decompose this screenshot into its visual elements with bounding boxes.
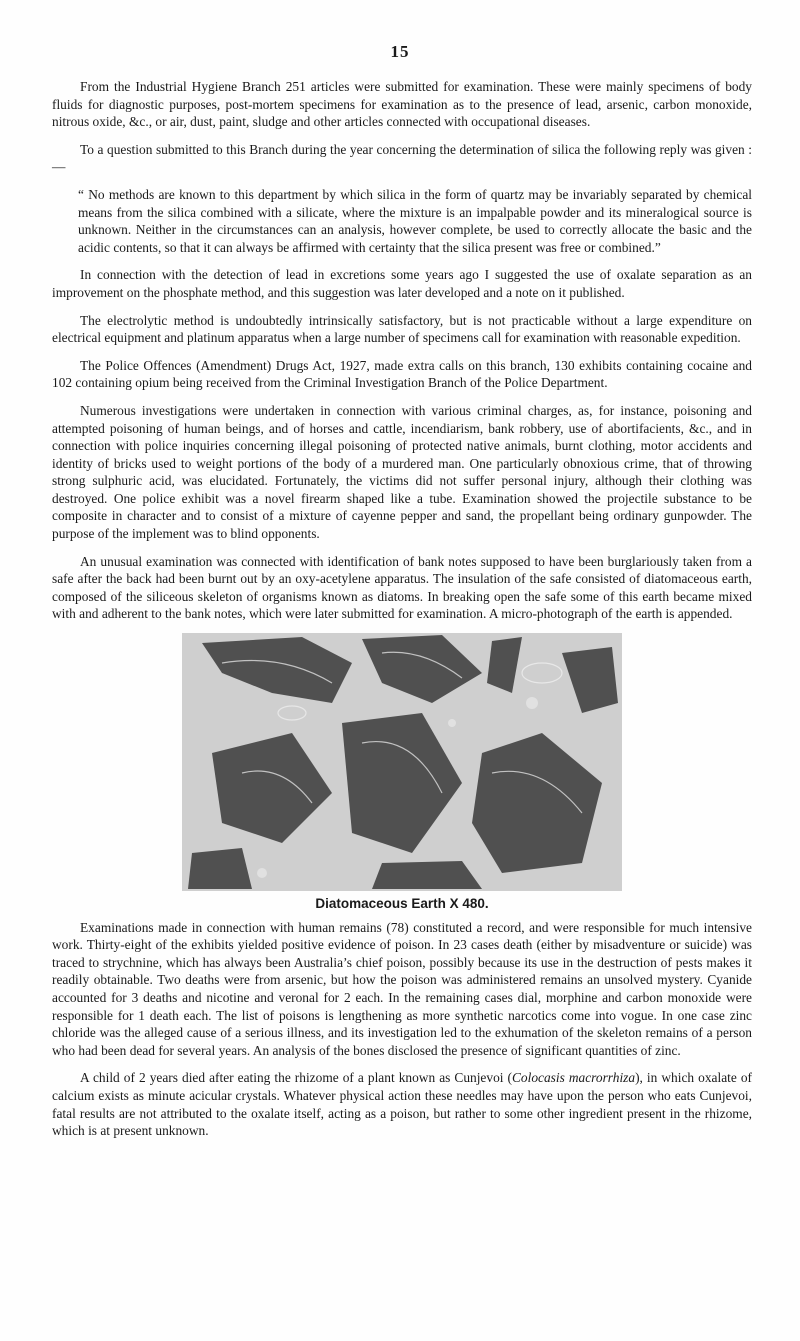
diatomaceous-earth-micrograph xyxy=(182,633,622,891)
paragraph-cunjevoi-end: ), in which oxalate of calcium exists as minute acicular crystals. Whatever physical action these needles may have upon the person who eats Cunjevoi, fatal results are not attributed to the oxalate itself, acting as a poison, but rather to some other ingredient present in the rhizome, which is at present unknown. xyxy=(52,1070,752,1139)
paragraph-criminal-investigations: Numerous investigations were undertaken in connection with various criminal charges, as, for instance, poisoning and attempted poisoning of human beings, and of horses and cattle, incendiarism, bank robbery, use of abortifacients, &c., and in connection with police inquiries concerning illegal poisoning of protected native animals, burnt clothing, motor accidents and identity of bricks used to weight portions of the body of a murdered man. One particularly obnoxious crime, that of throwing strong sulphuric acid, was elucidated. Fortunately, the victims did not suffer personal injury, although their clothing was destroyed. One police exhibit was a novel firearm shaped like a tube. Examination showed the projectile substance to be composite in character and to consist of a mixture of cayenne pepper and sand, the propellant being ordinary gunpowder. The purpose of the implement was to blind opponents. xyxy=(52,402,752,542)
paragraph-industrial-hygiene: From the Industrial Hygiene Branch 251 articles were submitted for examination. These were mainly specimens of body fluids for diagnostic purposes, post-mortem specimens for examination as to the presence of lead, arsenic, carbon monoxide, nitrous oxide, &c., or air, dust, paint, sludge and other articles connected with occupational diseases. xyxy=(52,79,752,130)
micrograph-figure xyxy=(52,633,752,913)
paragraph-cunjevoi-start: A child of 2 years died after eating the rhizome of a plant known as Cunjevoi ( xyxy=(80,1070,512,1086)
paragraph-police-offences-act: The Police Offences (Amendment) Drugs Act, 1927, made extra calls on this branch, 130 exhibits containing cocaine and 102 containing opium being received from the Criminal Investigation Branch of the Police Department. xyxy=(52,357,752,391)
paragraph-human-remains: Examinations made in connection with human remains (78) constituted a record, and were responsible for much intensive work. Thirty-eight of the exhibits yielded positive evidence of poison. In 23 cases death (either by misadventure or suicide) was traced to strychnine, which has always been Australia’s chief poison, possibly because its use in the destruction of pests makes it readily obtainable. Two deaths were from arsenic, but how the poison was administered remains an unsolved mystery. Cyanide accounted for 3 deaths and nicotine and veronal for 2 each. In the remaining cases dial, morphine and carbon monoxide were responsible for 1 death each. The list of poisons is lengthening as more synthetic narcotics come into vogue. In one case zinc chloride was the alleged cause of a serious illness, and its investigation led to the exhumation of the skeleton remains of a person who had been dead for several years. An analysis of the bones disclosed the presence of significant quantities of zinc. xyxy=(52,919,752,1058)
figure-caption: Diatomaceous Earth X 480. xyxy=(315,896,489,912)
paragraph-silica-question: To a question submitted to this Branch during the year concerning the determination of silica the following reply was given :— xyxy=(52,141,752,175)
paragraph-bank-notes: An unusual examination was connected with identification of bank notes supposed to have been burglariously taken from a safe after the back had been burnt out by an oxy-acetylene apparatus. The insulation of the safe consisted of diatomaceous earth, composed of the siliceous skeleton of organisms known as diatoms. In breaking open the safe some of this earth became mixed with and adherent to the bank notes, which were later submitted for examination. A micro-photograph of the earth is appended. xyxy=(52,553,752,622)
page-body xyxy=(52,78,752,1150)
paragraph-lead-detection: In connection with the detection of lead in excretions some years ago I suggested the use of oxalate separation as an improvement on the phosphate method, and this suggestion was later developed and a note on it published. xyxy=(52,267,752,300)
page-number: 15 xyxy=(390,42,410,61)
paragraph-cunjevoi xyxy=(52,1069,752,1139)
paragraph-electrolytic-method: The electrolytic method is undoubtedly intrinsically satisfactory, but is not practicable without a large expenditure on electrical equipment and platinum apparatus when a large number of specimens call for examination with reasonable expedition. xyxy=(52,312,752,346)
quoted-reply: “ No methods are known to this department by which silica in the form of quartz may be invariably separated by chemical means from the silica combined with a silicate, where the mixture is an impalpable powder and its mineralogical source is unknown. Neither in the circumstances can an analysis, however complete, be used to correctly allocate the basic and the acidic contents, so that it can always be affirmed with certainty that the silica present was free or combined.” xyxy=(78,186,752,255)
botanical-name: Colocasis macrorrhiza xyxy=(511,1070,636,1086)
